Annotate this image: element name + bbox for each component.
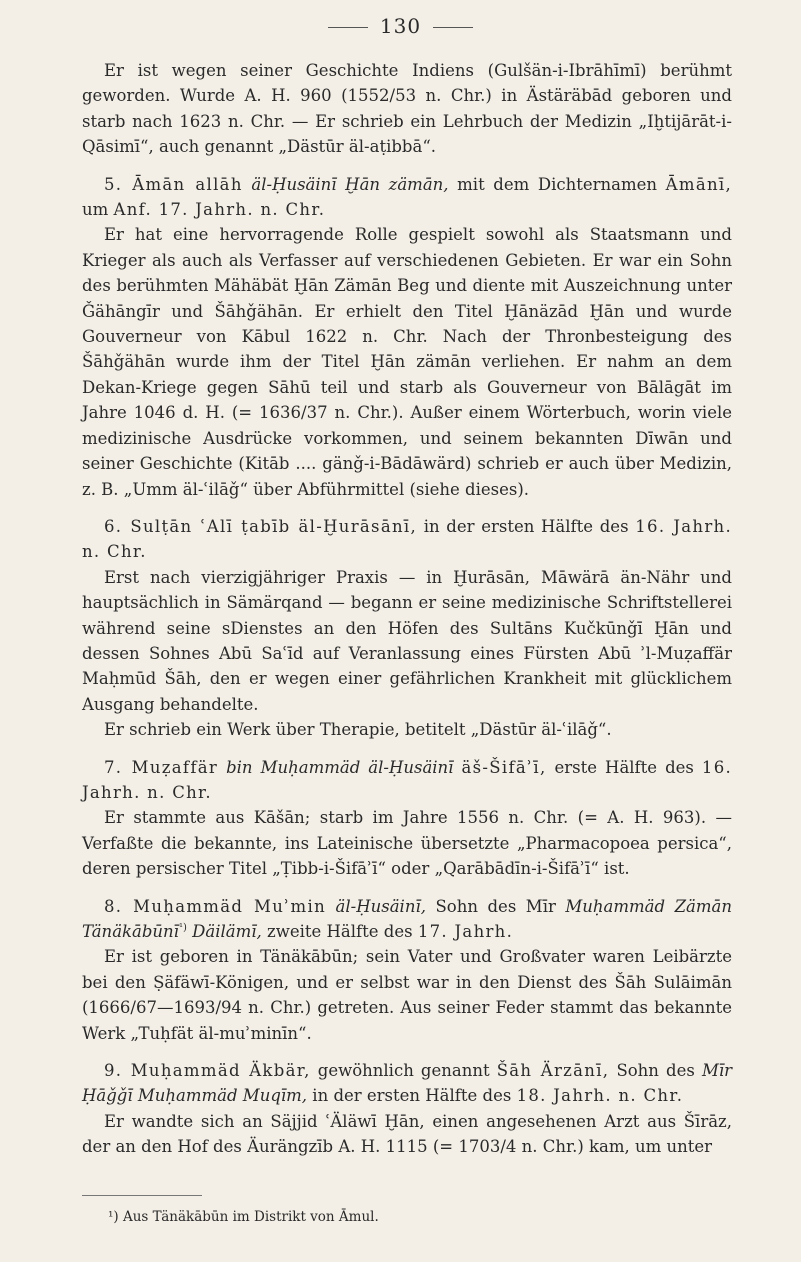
paragraph-p6 <box>82 717 732 742</box>
text-run: Mīr Ḥāǧǧī Muḥammäd Muqīm, <box>82 1061 732 1106</box>
text-run: Āmānī, <box>665 174 733 194</box>
text-run: 9. Muḥammäd Äkbär, <box>104 1061 311 1081</box>
text-run <box>453 758 461 777</box>
paragraph-p9 <box>82 894 732 945</box>
page-number: 130 <box>0 14 801 38</box>
text-run: Er schrieb ein Werk über Therapie, betitelt „Dästūr äl-ʿilāǧ“. <box>104 720 612 740</box>
text-run: mit dem Dichternamen <box>448 174 666 194</box>
text-run: 5. Āmān allāh <box>104 174 243 194</box>
paragraph-p10 <box>82 944 732 1046</box>
text-run: 16. Jahrh. n. Chr. <box>82 757 733 802</box>
text-run: Er ist geboren in Tänäkābūn; sein Vater und Großvater waren Leibärzte bei den Ṣäfäwī-Königen, und er selbst war in den Dienst des Šāh Sulāimān (1666/67—1693/94 n. Chr.) getreten. Aus seiner Feder stammt das bekannte Werk „Tuḥfät äl-muʾminīn“. <box>82 947 732 1043</box>
paragraph-p5 <box>82 565 732 717</box>
text-run: bin Muḥammäd äl-Ḥusäinī <box>226 757 454 777</box>
text-run: Sohn des Mīr <box>425 896 566 916</box>
text-run: in der ersten Hälfte des <box>307 1086 517 1106</box>
text-run: Šāh Ärzānī, <box>496 1061 610 1081</box>
text-run: 7. Muẓaffär <box>104 757 219 777</box>
text-run: äš-Šifāʾī, <box>461 757 547 777</box>
paragraph-p12 <box>82 1109 732 1160</box>
footnote-rule <box>82 1195 202 1196</box>
paragraph-p11 <box>82 1058 732 1109</box>
text-run: 16. Jahrh. n. Chr. <box>82 516 733 562</box>
text-run: Muḥammäd Zämān Tänäkābūnī <box>82 896 732 941</box>
paragraph-p4 <box>82 514 732 565</box>
text-run: 17. Jahrh. <box>417 922 514 941</box>
text-run: zweite Hälfte des <box>261 922 418 941</box>
text-run: 8. Muḥammäd Muʾmin <box>104 896 326 916</box>
text-run <box>218 758 226 777</box>
text-run: Erst nach vierzigjähriger Praxis — in Ḫurāsān, Māwärā än-Nähr und hauptsächlich in Sämärqand — begann er seine medizinische Schriftstellerei während seine sDienstes an den Höfen des Sultāns Kučkūnǧī Ḫān und dessen Sohnes Abū Saʿīd auf Veranlassung eines Fürsten Abū ʾl-Muẓaffär Maḥmūd Šāh, den er wegen einer gefährlichen Krankheit mit glücklichem Ausgang behandelte. <box>82 567 732 714</box>
text-run: Er stammte aus Kāšān; starb im Jahre 1556 n. Chr. (= A. H. 963). — Verfaßte die bekannte, ins Lateinische übersetzte „Pharmacopoea persica“, deren persischer Titel „Ṭibb-i-Šifāʾī“ oder „Qarābādīn-i-Šifāʾī“ ist. <box>82 808 732 879</box>
text-run: Anf. 17. Jahrh. n. Chr. <box>113 200 326 220</box>
paragraph-p1 <box>82 58 732 160</box>
text-run: gewöhnlich genannt <box>310 1061 497 1081</box>
dash-right <box>433 27 473 28</box>
text-run: äl-Ḥusäinī Ḫān zämān, <box>251 174 449 194</box>
text-run <box>326 897 336 916</box>
footnote: ¹) Aus Tänäkābūn im Distrikt von Āmul. <box>108 1209 379 1225</box>
text-run: Däilämī, <box>192 922 262 941</box>
text-run: ¹) <box>178 922 187 934</box>
text-run: äl-Ḥusäinī, <box>335 896 426 916</box>
text-run: Sohn des <box>609 1061 702 1081</box>
text-run: Er hat eine hervorragende Rolle gespielt sowohl als Staatsmann und Krieger als auch als Verfasser auf verschiedenen Gebieten. Er war ein Sohn des berühmten Mähäbät Ḫān Zämān Beg und diente mit Auszeichnung unter Ǧähāngīr und Šāhǧähān. Er erhielt den Titel Ḫānäzād Ḫān und wurde Gouverneur von Kābul 1622 n. Chr. Nach der Thronbesteigung des Šāhǧähān wurde ihm der Titel Ḫān zämān verliehen. Er nahm an dem Dekan-Kriege gegen Sāhū teil und starb als Gouverneur von Bālāgāt im Jahre 1046 d. H. (= 1636/37 n. Chr.). Außer einem Wörterbuch, worin viele medizinische Ausdrücke vorkommen, und seinem bekannten Dīwān und seiner Geschichte (Kitāb .... gänǧ-i-Bādāwärd) schrieb er auch über Medizin, z. B. „Umm äl-ʿilāǧ“ über Abführmittel (siehe dieses). <box>82 225 732 499</box>
text-run: 6. Sulṭān ʿAlī ṭabīb äl-Ḫurāsānī, <box>104 516 418 536</box>
body-text <box>82 58 732 1160</box>
paragraph-p7 <box>82 755 732 806</box>
text-run: um <box>82 200 114 220</box>
paragraph-p8 <box>82 805 732 881</box>
paragraph-p2 <box>82 172 732 223</box>
text-run: Er wandte sich an Säjjid ʿÄläwī Ḫān, einen angesehenen Arzt aus Šīrāz, der an den Hof des Äurängzīb A. H. 1115 (= 1703/4 n. Chr.) kam, um unter <box>82 1111 732 1157</box>
text-run: erste Hälfte des <box>546 757 702 777</box>
paragraph-p3 <box>82 222 732 501</box>
text-run: 18. Jahrh. n. Chr. <box>516 1086 684 1106</box>
text-run: Er ist wegen seiner Geschichte Indiens (Gulšän-i-Ibrāhīmī) berühmt geworden. Wurde A. H. 960 (1552/53 n. Chr.) in Ästäräbād geboren und starb nach 1623 n. Chr. — Er schrieb ein Lehrbuch der Medizin „Iḫtijārāt-i-Qāsimī“, auch genannt „Dästūr äl-aṭibbā“. <box>82 61 732 157</box>
text-run: in der ersten Hälfte des <box>417 516 636 536</box>
dash-left <box>328 27 368 28</box>
